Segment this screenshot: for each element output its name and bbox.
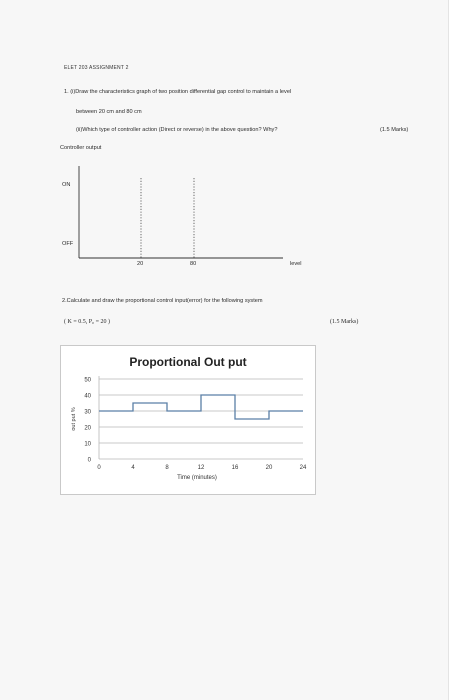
x-tick-label-4: 4 [131, 465, 135, 471]
x-tick-label-20: 20 [265, 465, 273, 471]
x-tick-label-0: 0 [97, 465, 101, 471]
y-tick-label-10: 10 [84, 441, 91, 448]
question-2-line-1: 2.Calculate and draw the proportional control input(error) for the following system [62, 298, 263, 304]
controller-output-sketch [0, 0, 448, 300]
proportional-output-chart [60, 345, 316, 495]
chart-title: Proportional Out put [129, 355, 247, 369]
sketch-x-axis-label: level [290, 261, 302, 267]
question-2-parameters: ( K = 0.5, P₀ = 20 ) [64, 319, 111, 325]
x-tick-label-8: 8 [165, 465, 169, 471]
y-axis-title: out put % [71, 407, 77, 431]
series-line-0 [99, 395, 303, 419]
question-2-marks: (1.5 Marks) [330, 319, 359, 325]
sketch-y-axis-label: Controller output [60, 145, 102, 151]
sketch-off-label: OFF [62, 241, 74, 247]
y-tick-label-40: 40 [84, 393, 91, 400]
sketch-x-tick-80: 80 [190, 261, 197, 267]
x-axis-title: Time (minutes) [177, 475, 217, 481]
assignment-header: ELET 203 ASSIGNMENT 2 [64, 65, 129, 71]
question-1-line-1: 1. (i)Draw the characteristics graph of two position differential gap control to maintain a level [64, 89, 292, 95]
x-tick-label-12: 12 [197, 465, 205, 471]
y-tick-label-30: 30 [84, 409, 91, 416]
question-1-line-2: between 20 cm and 80 cm [76, 109, 142, 115]
sketch-x-tick-20: 20 [137, 261, 144, 267]
x-tick-label-16: 16 [231, 465, 239, 471]
y-tick-label-50: 50 [84, 377, 91, 384]
question-1-marks: (1.5 Marks) [380, 127, 409, 133]
chart-canvas [61, 346, 315, 494]
y-tick-label-0: 0 [87, 457, 91, 464]
sketch-on-label: ON [62, 182, 71, 188]
y-tick-label-20: 20 [84, 425, 91, 432]
question-1-line-3: (ii)Which type of controller action (Direct or reverse) in the above question? Why? [76, 127, 278, 133]
x-tick-label-24: 24 [299, 465, 307, 471]
